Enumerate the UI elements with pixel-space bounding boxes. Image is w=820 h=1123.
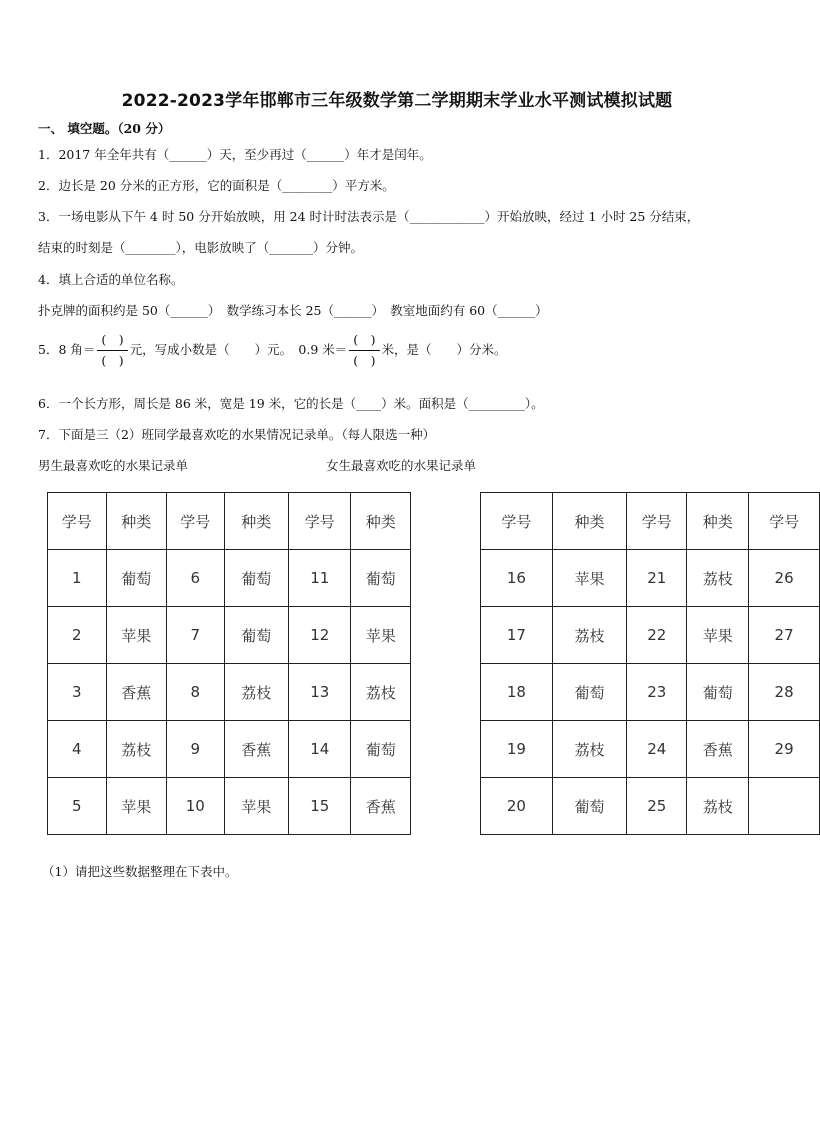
table-row (481, 664, 820, 721)
table-cell: 香蕉 (687, 721, 749, 778)
question-5 (38, 332, 507, 369)
boys-fruit-table (47, 492, 411, 835)
table-cell: 苹果 (106, 778, 166, 835)
table-cell: 葡萄 (351, 721, 411, 778)
table-header-cell: 种类 (552, 493, 627, 550)
table-row (48, 550, 411, 607)
table-row (481, 607, 820, 664)
boys-caption: 男生最喜欢吃的水果记录单 (38, 458, 189, 473)
table-cell: 21 (627, 550, 687, 607)
question-2: 2．边长是 20 分米的正方形，它的面积是（________）平方米。 (38, 178, 395, 193)
table-header-row (48, 493, 411, 550)
table-row (48, 721, 411, 778)
table-cell: 葡萄 (687, 664, 749, 721)
table-row (481, 778, 820, 835)
question-6: 6．一个长方形，周长是 86 米，宽是 19 米，它的长是（____）米。面积是（_________）。 (38, 396, 544, 411)
question-4: 4．填上合适的单位名称。 (38, 272, 184, 287)
table-cell: 苹果 (106, 607, 166, 664)
table-cell: 香蕉 (224, 721, 288, 778)
question-4-items: 扑克牌的面积约是 50（______） 数学练习本长 25（______） 教室地面约有 60（______） (38, 303, 548, 318)
table-cell: 1 (48, 550, 107, 607)
table-cell: 葡萄 (552, 778, 627, 835)
table-cell: 11 (288, 550, 351, 607)
table-cell: 24 (627, 721, 687, 778)
q5-mid: 元，写成小数是（ ）元。 0.9 米＝ (129, 342, 348, 357)
table-cell: 22 (627, 607, 687, 664)
table-cell: 荔枝 (552, 607, 627, 664)
table-header-cell: 种类 (106, 493, 166, 550)
question-7: 7．下面是三（2）班同学最喜欢吃的水果情况记录单。（每人限选一种） (38, 427, 436, 442)
table-cell: 5 (48, 778, 107, 835)
table-row (48, 778, 411, 835)
table-cell: 葡萄 (552, 664, 627, 721)
section-heading: 一、 填空题。（20 分） (38, 121, 171, 136)
table-cell: 16 (481, 550, 553, 607)
table-cell: 7 (166, 607, 224, 664)
table-cell: 葡萄 (106, 550, 166, 607)
table-header-cell: 种类 (687, 493, 749, 550)
table-cell: 28 (749, 664, 820, 721)
fraction-8-jiao: $\frac{( )}{( )}$ (97, 332, 127, 369)
table-cell: 葡萄 (351, 550, 411, 607)
table-cell: 香蕉 (106, 664, 166, 721)
table-cell: 荔枝 (106, 721, 166, 778)
table-cell: 苹果 (687, 607, 749, 664)
q5-prefix: 5．8 角＝ (38, 342, 96, 357)
table-header-cell: 学号 (288, 493, 351, 550)
page-title: 2022-2023学年邯郸市三年级数学第二学期期末学业水平测试模拟试题 (121, 91, 673, 111)
question-3-line-2: 结束的时刻是（________），电影放映了（_______）分钟。 (38, 240, 364, 255)
question-7-1: （1）请把这些数据整理在下表中。 (42, 864, 238, 879)
table-cell: 26 (749, 550, 820, 607)
table-cell: 29 (749, 721, 820, 778)
table-cell: 荔枝 (552, 721, 627, 778)
table-cell: 14 (288, 721, 351, 778)
table-cell: 9 (166, 721, 224, 778)
table-cell: 葡萄 (224, 550, 288, 607)
question-3-line-1: 3．一场电影从下午 4 时 50 分开始放映，用 24 时计时法表示是（____________）开始放映，经过 1 小时 25 分结束， (38, 209, 700, 224)
table-cell: 27 (749, 607, 820, 664)
table-cell: 香蕉 (351, 778, 411, 835)
table-cell: 18 (481, 664, 553, 721)
table-cell (749, 778, 820, 835)
table-cell: 15 (288, 778, 351, 835)
girls-table-clip (480, 492, 800, 844)
table-header-cell: 学号 (749, 493, 820, 550)
fraction-0-9-mi: $\frac{( )}{( )}$ (349, 332, 379, 369)
table-row (481, 550, 820, 607)
table-cell: 3 (48, 664, 107, 721)
table-row (48, 664, 411, 721)
question-1: 1．2017 年全年共有（______）天，至少再过（______）年才是闰年。 (38, 147, 432, 162)
table-cell: 荔枝 (351, 664, 411, 721)
table-cell: 苹果 (224, 778, 288, 835)
table-header-cell: 种类 (351, 493, 411, 550)
table-row (48, 607, 411, 664)
table-header-cell: 种类 (224, 493, 288, 550)
table-cell: 荔枝 (687, 778, 749, 835)
table-cell: 6 (166, 550, 224, 607)
table-cell: 19 (481, 721, 553, 778)
table-cell: 23 (627, 664, 687, 721)
table-header-cell: 学号 (166, 493, 224, 550)
table-cell: 13 (288, 664, 351, 721)
table-header-row (481, 493, 820, 550)
table-header-cell: 学号 (627, 493, 687, 550)
girls-caption: 女生最喜欢吃的水果记录单 (326, 458, 477, 473)
table-cell: 苹果 (552, 550, 627, 607)
table-cell: 10 (166, 778, 224, 835)
table-header-cell: 学号 (48, 493, 107, 550)
table-cell: 17 (481, 607, 553, 664)
table-cell: 荔枝 (687, 550, 749, 607)
table-cell: 荔枝 (224, 664, 288, 721)
table-cell: 2 (48, 607, 107, 664)
table-cell: 8 (166, 664, 224, 721)
table-cell: 4 (48, 721, 107, 778)
table-cell: 20 (481, 778, 553, 835)
table-cell: 苹果 (351, 607, 411, 664)
girls-fruit-table (480, 492, 820, 835)
table-cell: 葡萄 (224, 607, 288, 664)
table-header-cell: 学号 (481, 493, 553, 550)
q5-suffix: 米，是（ ）分米。 (381, 342, 507, 357)
table-row (481, 721, 820, 778)
table-cell: 25 (627, 778, 687, 835)
table-cell: 12 (288, 607, 351, 664)
